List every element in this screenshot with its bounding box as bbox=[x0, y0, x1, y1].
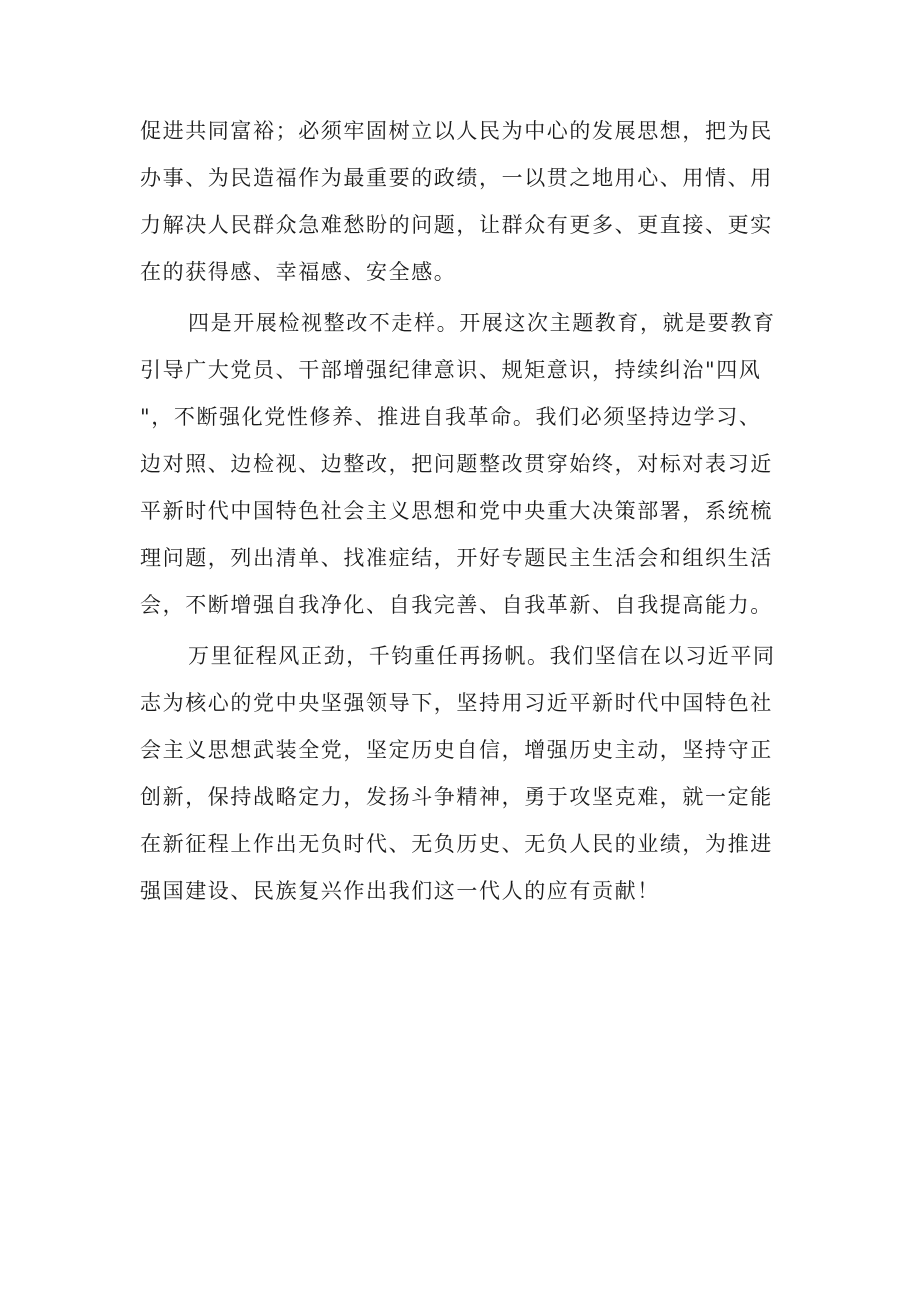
text-line: 强国建设、民族复兴作出我们这一代人的应有贡献！ bbox=[140, 879, 660, 903]
text-line: 理问题，列出清单、找准症结，开好专题民主生活会和组织生活 bbox=[140, 546, 773, 570]
text-line: 万里征程风正劲，千钧重任再扬帆。我们坚信在以习近平同 bbox=[188, 644, 776, 668]
paragraph-3 bbox=[140, 633, 800, 915]
body-text bbox=[140, 108, 800, 915]
text-line: 平新时代中国特色社会主义思想和党中央重大决策部署，系统梳 bbox=[140, 499, 773, 523]
text-line: 创新，保持战略定力，发扬斗争精神，勇于攻坚克难，就一定能 bbox=[140, 785, 773, 809]
paragraph-2 bbox=[140, 300, 800, 629]
text-line: 引导广大党员、干部增强纪律意识、规矩意识，持续纠治"四风 bbox=[140, 358, 762, 382]
text-line: 志为核心的党中央坚强领导下，坚持用习近平新时代中国特色社 bbox=[140, 691, 773, 715]
text-line: 促进共同富裕；必须牢固树立以人民为中心的发展思想，把为民 bbox=[140, 119, 773, 143]
text-line: 办事、为民造福作为最重要的政绩，一以贯之地用心、用情、用 bbox=[140, 166, 773, 190]
text-line: 力解决人民群众急难愁盼的问题，让群众有更多、更直接、更实 bbox=[140, 213, 773, 237]
paragraph-1 bbox=[140, 108, 800, 296]
text-line: 在的获得感、幸福感、安全感。 bbox=[140, 260, 457, 284]
text-line: 边对照、边检视、边整改，把问题整改贯穿始终，对标对表习近 bbox=[140, 452, 773, 476]
text-line: 四是开展检视整改不走样。开展这次主题教育，就是要教育 bbox=[188, 311, 776, 335]
text-line: 在新征程上作出无负时代、无负历史、无负人民的业绩，为推进 bbox=[140, 832, 773, 856]
text-line: 会主义思想武装全党，坚定历史自信，增强历史主动，坚持守正 bbox=[140, 738, 773, 762]
text-line: "，不断强化党性修养、推进自我革命。我们必须坚持边学习、 bbox=[140, 405, 762, 429]
text-line: 会，不断增强自我净化、自我完善、自我革新、自我提高能力。 bbox=[140, 593, 773, 617]
